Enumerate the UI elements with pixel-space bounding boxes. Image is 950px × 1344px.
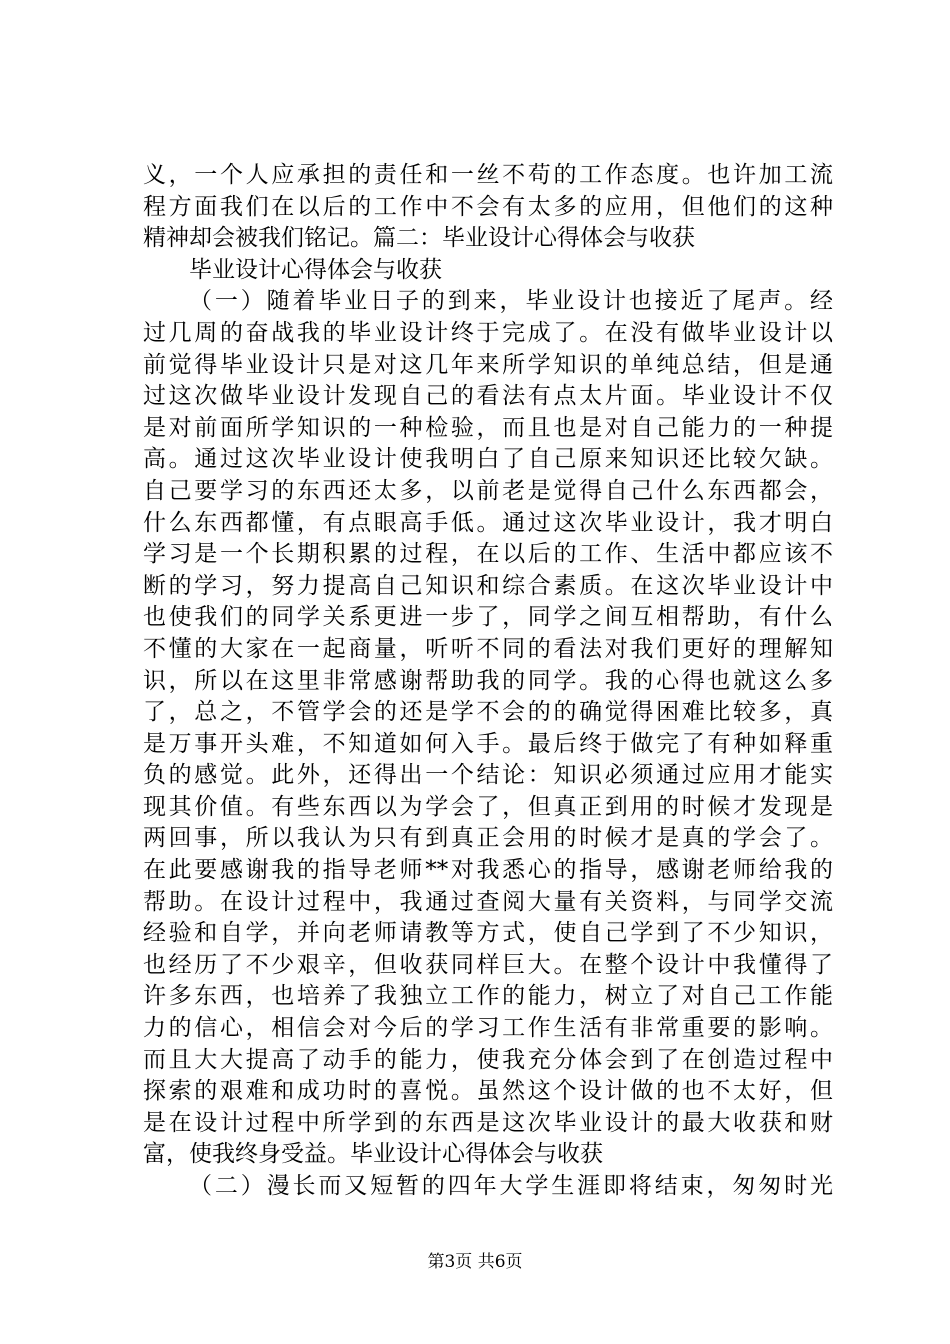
text-line: 义，一个人应承担的责任和一丝不苟的工作态度。也许加工流: [143, 162, 833, 188]
text-line: 了，总之，不管学会的还是学不会的的确觉得困难比较多，真: [143, 699, 833, 726]
text-line: 力的信心，相信会对今后的学习工作生活有非常重要的影响。: [143, 1015, 833, 1042]
text-line: 经验和自学，并向老师请教等方式，使自己学到了不少知识，: [143, 920, 833, 947]
section-heading: 毕业设计心得体会与收获: [189, 256, 442, 283]
text-line: 而且大大提高了动手的能力，使我充分体会到了在创造过程中: [143, 1046, 833, 1073]
text-line: 不懂的大家在一起商量，听听不同的看法对我们更好的理解知: [143, 635, 833, 662]
text-line: 过几周的奋战我的毕业设计终于完成了。在没有做毕业设计以: [143, 319, 833, 346]
text-line: 学习是一个长期积累的过程，在以后的工作、生活中都应该不: [143, 541, 833, 568]
text-line: 也经历了不少艰辛，但收获同样巨大。在整个设计中我懂得了: [143, 951, 833, 978]
body-text: [143, 160, 833, 1203]
text-line: 过这次做毕业设计发现自己的看法有点太片面。毕业设计不仅: [143, 383, 833, 410]
text-line: 帮助。在设计过程中，我通过查阅大量有关资料，与同学交流: [143, 888, 833, 915]
text-line: 是万事开头难，不知道如何入手。最后终于做完了有种如释重: [143, 730, 833, 757]
text-line: （一）随着毕业日子的到来，毕业设计也接近了尾声。经: [189, 288, 833, 315]
text-line: （二）漫长而又短暂的四年大学生涯即将结束，匆匆时光: [189, 1173, 833, 1199]
text-line: 负的感觉。此外，还得出一个结论：知识必须通过应用才能实: [143, 762, 833, 789]
text-line: 富，使我终身受益。毕业设计心得体会与收获: [143, 1141, 603, 1168]
text-line: 是对前面所学知识的一种检验，而且也是对自己能力的一种提: [143, 414, 833, 441]
text-line: 什么东西都懂，有点眼高手低。通过这次毕业设计，我才明白: [143, 509, 833, 536]
text-line: 精神却会被我们铭记。篇二：毕业设计心得体会与收获: [143, 225, 695, 252]
text-line: 是在设计过程中所学到的东西是这次毕业设计的最大收获和财: [143, 1109, 833, 1136]
text-line: 高。通过这次毕业设计使我明白了自己原来知识还比较欠缺。: [143, 446, 833, 473]
page-number-label: 第3页 共6页: [427, 1252, 523, 1272]
text-line: 探索的艰难和成功时的喜悦。虽然这个设计做的也不太好，但: [143, 1078, 833, 1105]
text-line: 在此要感谢我的指导老师**对我悉心的指导，感谢老师给我的: [143, 857, 833, 884]
text-line: 两回事，所以我认为只有到真正会用的时候才是真的学会了。: [143, 825, 833, 852]
text-line: 前觉得毕业设计只是对这几年来所学知识的单纯总结，但是通: [143, 351, 833, 378]
text-line: 自己要学习的东西还太多，以前老是觉得自己什么东西都会，: [143, 477, 833, 504]
text-line: 断的学习，努力提高自己知识和综合素质。在这次毕业设计中: [143, 572, 833, 599]
text-line: 也使我们的同学关系更进一步了，同学之间互相帮助，有什么: [143, 604, 833, 631]
text-line: 现其价值。有些东西以为学会了，但真正到用的时候才发现是: [143, 793, 833, 820]
text-line: 许多东西，也培养了我独立工作的能力，树立了对自己工作能: [143, 983, 833, 1010]
text-line: 程方面我们在以后的工作中不会有太多的应用，但他们的这种: [143, 193, 833, 220]
page-footer: [0, 1247, 950, 1272]
text-line: 识，所以在这里非常感谢帮助我的同学。我的心得也就这么多: [143, 667, 833, 694]
